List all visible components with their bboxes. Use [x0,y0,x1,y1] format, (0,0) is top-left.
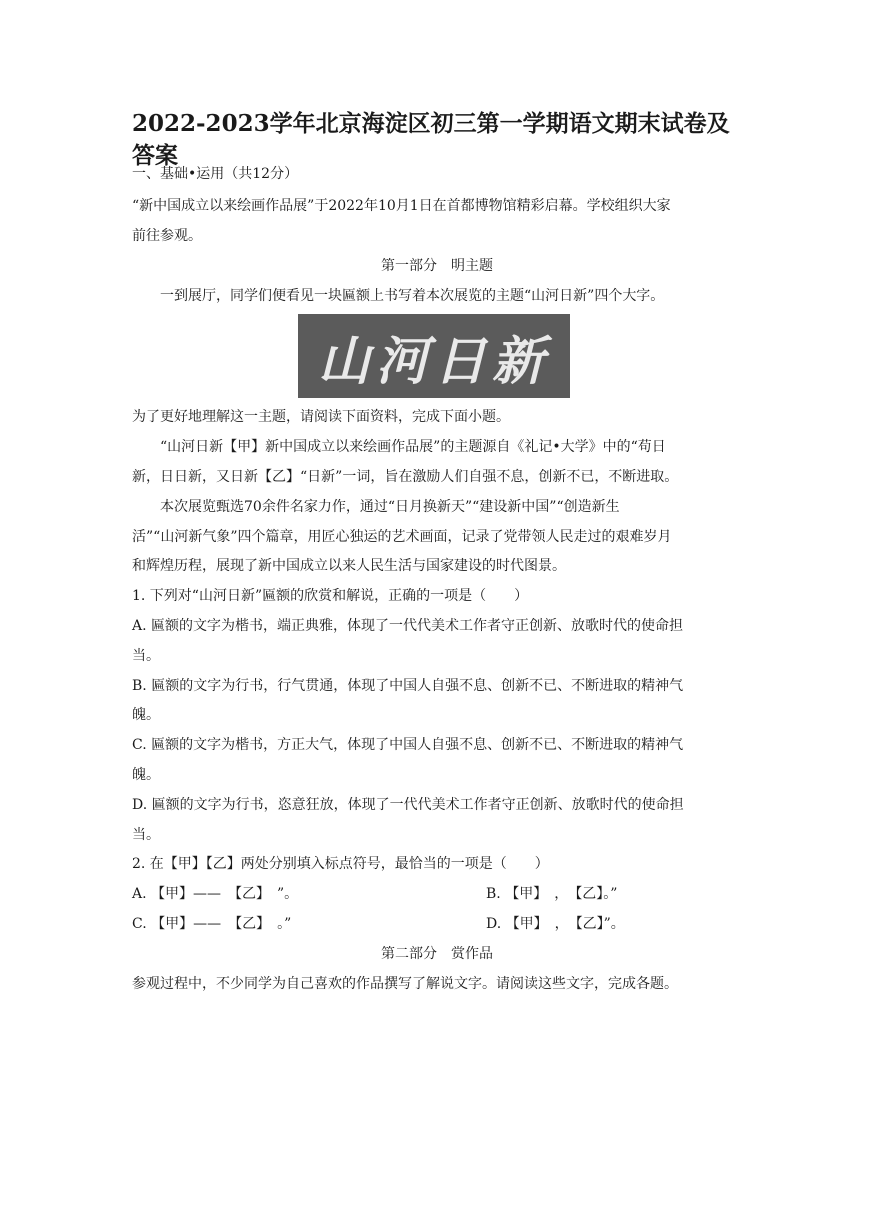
q2-stem: 2. 在【甲】【乙】两处分别填入标点符号，最恰当的一项是（ ） [132,856,549,872]
q2-option-b: B. 【甲】 ， 【乙】。” [486,886,618,902]
part1-text: 一到展厅，同学们便看见一块匾额上书写着本次展览的主题“山河日新”四个大字。 [160,288,665,304]
intro-line-2: 前往参观。 [132,228,202,244]
passage1-line-2: 新，日日新，又日新【乙】“日新”一词，旨在激励人们自强不息，创新不已，不断进取。 [132,469,679,485]
q2-option-c: C. 【甲】—— 【乙】 。” [132,916,292,932]
part2-heading: 第二部分 赏作品 [381,946,493,962]
calligraphy-banner-image [298,314,570,398]
instruction-1: 为了更好地理解这一主题，请阅读下面资料，完成下面小题。 [132,409,510,425]
intro-line-1: “新中国成立以来绘画作品展”于2022年10月1日在首都博物馆精彩启幕。学校组织大家 [132,198,671,214]
passage1-line-1: “山河日新【甲】新中国成立以来绘画作品展”的主题源自《礼记•大学》中的“苟日 [160,439,666,455]
q1-option-d-cont: 当。 [132,827,160,843]
part1-heading: 第一部分 明主题 [381,258,493,274]
q1-option-a-cont: 当。 [132,648,160,664]
q1-option-c-cont: 魄。 [132,767,160,783]
q1-option-b-cont: 魄。 [132,707,160,723]
q1-option-b: B. 匾额的文字为行书，行气贯通，体现了中国人自强不息、创新不已、不断进取的精神气 [132,678,684,694]
q2-option-a: A. 【甲】—— 【乙】 ”。 [132,886,299,902]
banner-text: 山河日新 [317,330,550,392]
q1-option-a: A. 匾额的文字为楷书，端正典雅，体现了一代代美术工作者守正创新、放歌时代的使命担 [132,618,684,634]
part2-text: 参观过程中，不少同学为自己喜欢的作品撰写了解说文字。请阅读这些文字，完成各题。 [132,976,678,992]
q1-stem: 1. 下列对“山河日新”匾额的欣赏和解说，正确的一项是（ ） [132,588,529,604]
passage2-line-1: 本次展览甄选70余件名家力作，通过“日月换新天”“建设新中国”“创造新生 [160,499,620,515]
section1-heading: 一、基础•运用（共12分） [132,166,299,182]
passage2-line-2: 活”“山河新气象”四个篇章，用匠心独运的艺术画面，记录了党带领人民走过的艰难岁月 [132,529,672,545]
q2-option-d: D. 【甲】 ， 【乙】”。 [486,916,625,932]
passage2-line-3: 和辉煌历程，展现了新中国成立以来人民生活与国家建设的时代图景。 [132,558,566,574]
q1-option-c: C. 匾额的文字为楷书，方正大气，体现了中国人自强不息、创新不已、不断进取的精神气 [132,737,684,753]
q1-option-d: D. 匾额的文字为行书，恣意狂放，体现了一代代美术工作者守正创新、放歌时代的使命担 [132,797,684,813]
document-title: 2022-2023学年北京海淀区初三第一学期语文期末试卷及答案 [132,110,730,169]
